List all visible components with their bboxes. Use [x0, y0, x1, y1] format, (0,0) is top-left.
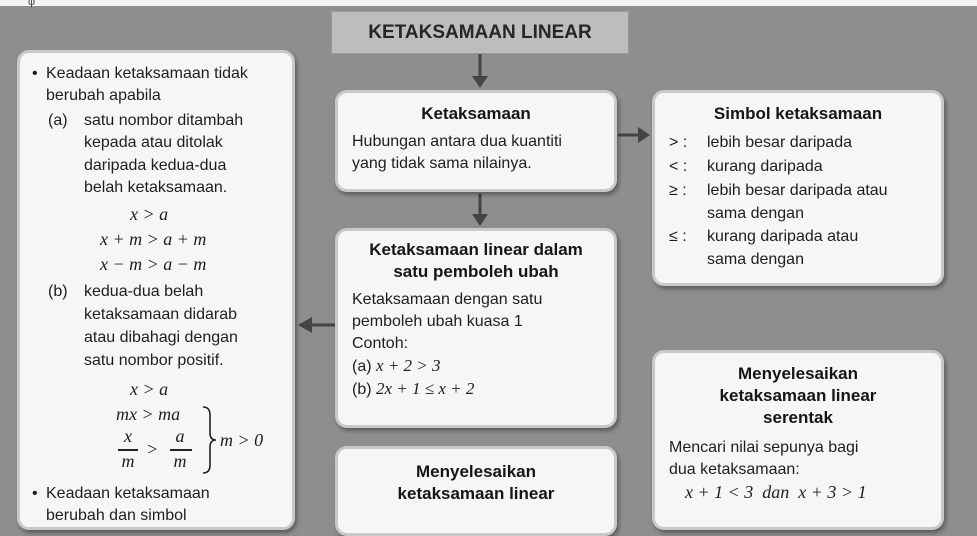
- bullet-2-line-2: berubah dan simbol: [46, 507, 187, 524]
- simbol-box: [652, 90, 944, 286]
- item-b-line-2: ketaksamaan didarab: [84, 306, 237, 323]
- serentak-heading-line-1: Menyelesaikan: [737, 364, 858, 383]
- item-a-label: (a): [48, 112, 68, 129]
- symbol-le-text-cont: sama dengan: [707, 251, 804, 268]
- arrowhead-ketaksamaan-to-simbol: [638, 127, 650, 143]
- arrowhead-ketaksamaan-to-linear: [472, 214, 488, 226]
- item-a-line-2: kepada atau ditolak: [84, 134, 223, 151]
- ketaksamaan-body-line-1: Hubungan antara dua kuantiti: [352, 133, 562, 150]
- symbol-le-text: kurang daripada atau: [707, 228, 859, 245]
- bullet-2-line-1: Keadaan ketaksamaan: [46, 485, 210, 502]
- bullet-1-marker: •: [32, 65, 38, 82]
- item-b-line-4: satu nombor positif.: [84, 352, 224, 369]
- symbol-ge-text-cont: sama dengan: [707, 205, 804, 222]
- symbol-row-gt: [669, 131, 927, 155]
- item-a-line-1: satu nombor ditambah: [84, 112, 244, 129]
- arrowhead-linear-to-left: [298, 317, 312, 333]
- fraction-left-numerator: x: [124, 426, 132, 446]
- equation-4: x > a: [130, 379, 169, 399]
- ketaksamaan-box: [335, 90, 617, 192]
- item-b-label: (b): [48, 283, 68, 300]
- arrowhead-title-to-ketaksamaan: [472, 76, 488, 88]
- symbol-row-le: [669, 225, 927, 249]
- symbol-lt: < :: [669, 158, 688, 175]
- equation-5: mx > ma: [116, 404, 181, 424]
- curly-brace: [200, 405, 218, 475]
- menyelesaikan-heading-line-2: ketaksamaan linear: [397, 484, 555, 503]
- linear-body-line-2: pemboleh ubah kuasa 1: [352, 313, 523, 330]
- menyelesaikan-heading-line-1: Menyelesaikan: [415, 462, 536, 481]
- left-properties-box: [17, 50, 295, 530]
- serentak-heading-line-2: ketaksamaan linear: [719, 386, 877, 405]
- bullet-1-line-1: Keadaan ketaksamaan tidak: [46, 65, 248, 82]
- serentak-heading-line-3: serentak: [763, 408, 833, 427]
- bullet-1-line-2: berubah apabila: [46, 87, 161, 104]
- corner-mark: φ: [28, 0, 36, 8]
- item-a-line-3: daripada kedua-dua: [84, 157, 227, 174]
- linear-heading-line-1: Ketaksamaan linear dalam: [369, 240, 583, 259]
- page-title: KETAKSAMAAN LINEAR: [331, 11, 629, 54]
- symbol-gt-text: lebih besar daripada: [707, 134, 852, 151]
- serentak-example: x + 1 < 3 dan x + 3 > 1: [685, 482, 867, 502]
- equation-3: x − m > a − m: [100, 254, 207, 274]
- serentak-body-line-1: Mencari nilai sepunya bagi: [669, 439, 859, 456]
- fraction-right-numerator: a: [175, 426, 185, 446]
- ketaksamaan-body-line-2: yang tidak sama nilainya.: [352, 155, 532, 172]
- serentak-body-line-2: dua ketaksamaan:: [669, 461, 800, 478]
- linear-heading-line-2: satu pemboleh ubah: [393, 262, 559, 281]
- condition-m-positive: m > 0: [220, 430, 264, 450]
- bullet-2-marker: •: [32, 485, 38, 502]
- fraction-right-denominator: m: [173, 451, 187, 471]
- symbol-row-ge: [669, 179, 927, 203]
- item-b-line-1: kedua-dua belah: [84, 283, 204, 300]
- fraction-left-denominator: m: [121, 451, 135, 471]
- symbol-ge: ≥ :: [669, 182, 687, 199]
- symbol-row-lt: [669, 155, 927, 179]
- symbol-lt-text: kurang daripada: [707, 158, 823, 175]
- item-b-line-3: atau dibahagi dengan: [84, 329, 238, 346]
- menyelesaikan-box: [335, 446, 617, 536]
- symbol-gt: > :: [669, 134, 688, 151]
- simbol-heading: Simbol ketaksamaan: [713, 104, 883, 123]
- fraction-gt-sign: >: [146, 439, 159, 459]
- linear-example-a: (a) x + 2 > 3: [352, 356, 441, 375]
- item-a-line-4: belah ketaksamaan.: [84, 179, 228, 196]
- linear-body-line-1: Ketaksamaan dengan satu: [352, 291, 543, 308]
- symbol-le: ≤ :: [669, 228, 687, 245]
- symbol-ge-text: lebih besar daripada atau: [707, 182, 888, 199]
- ketaksamaan-heading: Ketaksamaan: [421, 104, 531, 123]
- linear-one-variable-box: [335, 228, 617, 428]
- equation-2: x + m > a + m: [100, 229, 207, 249]
- linear-example-b: (b) 2x + 1 ≤ x + 2: [352, 379, 475, 398]
- linear-example-label: Contoh:: [352, 335, 409, 352]
- equation-1: x > a: [130, 204, 169, 224]
- serentak-box: [652, 350, 944, 530]
